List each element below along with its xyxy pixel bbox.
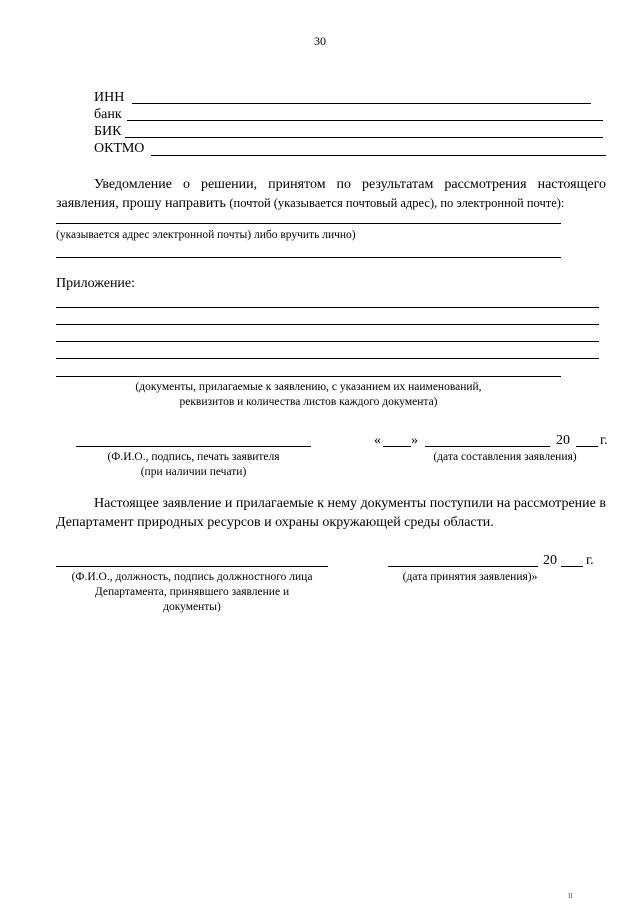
official-caption-3: документы) bbox=[163, 601, 221, 613]
official-caption-2: Департамента, принявшего заявление и bbox=[94, 586, 290, 598]
page-number: 30 bbox=[314, 34, 326, 48]
date-month-line bbox=[425, 446, 550, 447]
corner-mark: II bbox=[568, 892, 573, 900]
oktmo-field-line bbox=[151, 155, 606, 156]
date-year-suffix: г. bbox=[600, 433, 608, 448]
bank-label: банк bbox=[94, 107, 122, 122]
oktmo-label: ОКТМО bbox=[94, 141, 145, 156]
official-signature-line bbox=[56, 566, 328, 567]
bik-field-line bbox=[125, 137, 603, 138]
attachment-line-3 bbox=[56, 341, 599, 342]
applicant-caption-2: (при наличии печати) bbox=[140, 466, 247, 478]
applicant-signature-line bbox=[76, 446, 311, 447]
notice-paragraph bbox=[56, 175, 606, 213]
receipt-year-suffix: г. bbox=[586, 553, 594, 568]
official-caption-1: (Ф.И.О., должность, подпись должностного лица bbox=[71, 571, 313, 583]
date-caption: (дата составления заявления) bbox=[433, 451, 577, 463]
notice-delivery-options: (почтой (указывается почтовый адрес), по электронной почте): bbox=[229, 196, 565, 210]
date-open-quote: « bbox=[374, 433, 381, 448]
inn-field-line bbox=[132, 103, 591, 104]
attachment-line-5 bbox=[56, 376, 561, 377]
receipt-date-caption: (дата принятия заявления)» bbox=[402, 571, 538, 583]
date-year-line bbox=[576, 446, 598, 447]
attachment-caption-1: (документы, прилагаемые к заявлению, с указанием их наименований, bbox=[135, 381, 482, 393]
email-field-line bbox=[56, 257, 561, 258]
address-field-line bbox=[56, 223, 561, 224]
attachment-line-2 bbox=[56, 324, 599, 325]
receipt-year-prefix: 20 bbox=[543, 553, 557, 568]
date-day-line bbox=[383, 446, 411, 447]
bik-label: БИК bbox=[94, 124, 122, 139]
attachment-line-1 bbox=[56, 307, 599, 308]
receipt-year-line bbox=[561, 566, 583, 567]
date-close-quote: » bbox=[411, 433, 418, 448]
attachment-caption-2: реквизитов и количества листов каждого документа) bbox=[179, 396, 438, 408]
notice-main-text: Уведомление о решении, принятом по результатам рассмотрения настоящего заявления, прошу направить bbox=[56, 177, 606, 211]
inn-label: ИНН bbox=[94, 90, 125, 105]
email-note: (указывается адрес электронной почты) либо вручить лично) bbox=[56, 229, 356, 241]
receipt-paragraph: Настоящее заявление и прилагаемые к нему документы поступили на рассмотрение в Департамент природных ресурсов и охраны окружающей среды области. bbox=[56, 496, 606, 530]
date-year-prefix: 20 bbox=[556, 433, 570, 448]
attachment-heading: Приложение: bbox=[56, 276, 136, 291]
attachment-line-4 bbox=[56, 358, 599, 359]
applicant-caption-1: (Ф.И.О., подпись, печать заявителя bbox=[107, 451, 280, 463]
receipt-date-line bbox=[388, 566, 538, 567]
bank-field-line bbox=[127, 120, 603, 121]
